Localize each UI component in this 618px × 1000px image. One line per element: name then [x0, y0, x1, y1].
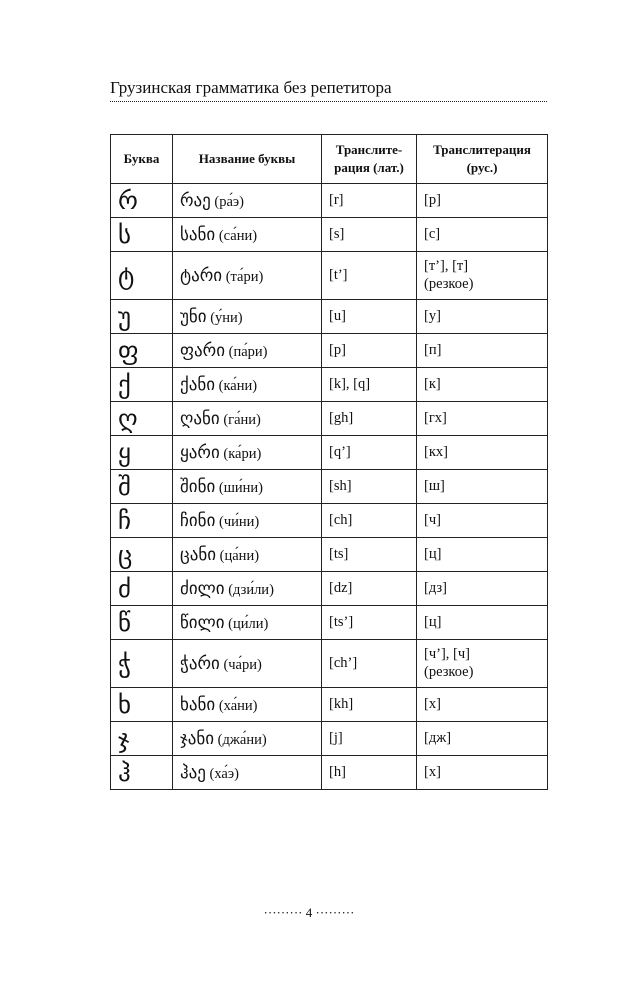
letter-name-georgian: ჭარი	[180, 653, 220, 674]
letter-name-russian: (ши́ни)	[218, 479, 264, 496]
lat-translit-cell: [gh]	[322, 402, 417, 436]
table-row	[111, 252, 548, 300]
letter-name-cell	[173, 368, 322, 402]
letter-name-georgian: ქანი	[180, 374, 216, 395]
lat-translit-cell: [sh]	[322, 470, 417, 504]
footer-dots-right: ·········	[315, 905, 355, 920]
rus-translit-cell	[417, 640, 548, 688]
letter-name-russian: (ка́ни)	[218, 377, 258, 394]
letter-name-georgian: ძილი	[180, 578, 225, 599]
lat-translit-cell: [kh]	[322, 688, 417, 722]
rus-translit-cell: [ч]	[417, 504, 548, 538]
table-row	[111, 722, 548, 756]
header-rus-line2: (рус.)	[466, 160, 498, 175]
header-rus-line1: Транслитерация	[433, 142, 531, 158]
letter-name-russian: (дзи́ли)	[228, 581, 274, 598]
table-row	[111, 756, 548, 790]
header-letter: Буква	[111, 135, 173, 184]
letter-name-russian: (ха́э)	[209, 765, 239, 782]
georgian-letter: ჩ	[111, 504, 173, 538]
letter-name-cell	[173, 402, 322, 436]
footer-dots-left: ·········	[263, 905, 303, 920]
lat-translit-cell: [ts]	[322, 538, 417, 572]
letter-name-georgian: წილი	[180, 612, 225, 633]
rus-translit-cell: [ц]	[417, 538, 548, 572]
georgian-letter: ფ	[111, 334, 173, 368]
letter-name-georgian: ჩინი	[180, 510, 216, 531]
lat-translit-cell: [r]	[322, 184, 417, 218]
running-title: Грузинская грамматика без репетитора	[110, 78, 392, 97]
rus-translit-cell: [гх]	[417, 402, 548, 436]
lat-translit-cell: [ch’]	[322, 640, 417, 688]
georgian-letter: ს	[111, 218, 173, 252]
georgian-letter: ქ	[111, 368, 173, 402]
letter-name-cell	[173, 218, 322, 252]
rus-translit-line1: [т’], [т]	[424, 258, 469, 275]
lat-translit-cell: [q’]	[322, 436, 417, 470]
georgian-letter: ხ	[111, 688, 173, 722]
lat-translit-cell: [p]	[322, 334, 417, 368]
letter-name-georgian: ყარი	[180, 442, 220, 463]
header-rus	[417, 135, 548, 184]
letter-name-cell	[173, 470, 322, 504]
letter-name-russian: (джа́ни)	[217, 731, 267, 748]
georgian-letter: წ	[111, 606, 173, 640]
letter-name-russian: (ци́ли)	[228, 615, 269, 632]
rus-translit-cell: [х]	[417, 756, 548, 790]
letter-name-russian: (ха́ни)	[218, 697, 258, 714]
running-head	[110, 78, 547, 102]
rus-translit-cell: [р]	[417, 184, 548, 218]
table-row	[111, 688, 548, 722]
table-row	[111, 436, 548, 470]
letter-name-cell	[173, 436, 322, 470]
letter-name-cell	[173, 184, 322, 218]
letter-name-georgian: ცანი	[180, 544, 217, 565]
lat-translit-cell: [dz]	[322, 572, 417, 606]
letter-name-cell	[173, 334, 322, 368]
letter-name-russian: (ца́ни)	[219, 547, 260, 564]
rus-translit-cell: [дж]	[417, 722, 548, 756]
letter-name-russian: (са́ни)	[218, 227, 258, 244]
rus-translit-line2: (резкое)	[424, 275, 474, 292]
letter-name-cell	[173, 504, 322, 538]
georgian-letter: შ	[111, 470, 173, 504]
table-row	[111, 334, 548, 368]
letter-name-georgian: ხანი	[180, 694, 216, 715]
letter-name-georgian: უნი	[180, 306, 207, 327]
georgian-letter: ჰ	[111, 756, 173, 790]
header-lat-line1: Транслите-	[335, 142, 403, 158]
lat-translit-cell: [ts’]	[322, 606, 417, 640]
georgian-letter: ც	[111, 538, 173, 572]
letter-name-russian: (ча́ри)	[223, 656, 262, 673]
rus-translit-cell: [х]	[417, 688, 548, 722]
page-footer	[0, 905, 618, 921]
table-row	[111, 572, 548, 606]
georgian-letter: რ	[111, 184, 173, 218]
alphabet-table	[110, 134, 548, 790]
letter-name-russian: (га́ни)	[223, 411, 261, 428]
letter-name-georgian: ფარი	[180, 340, 225, 361]
georgian-letter: ჯ	[111, 722, 173, 756]
table-row	[111, 402, 548, 436]
table-row	[111, 184, 548, 218]
letter-name-cell	[173, 756, 322, 790]
rus-translit-line1: [ч’], [ч]	[424, 646, 470, 663]
lat-translit-cell: [u]	[322, 300, 417, 334]
lat-translit-cell: [t’]	[322, 252, 417, 300]
lat-translit-cell: [s]	[322, 218, 417, 252]
georgian-letter: უ	[111, 300, 173, 334]
letter-name-georgian: ღანი	[180, 408, 220, 429]
letter-name-cell	[173, 606, 322, 640]
letter-name-cell	[173, 538, 322, 572]
rus-translit-line2: (резкое)	[424, 663, 474, 680]
georgian-letter: ჭ	[111, 640, 173, 688]
table-row	[111, 368, 548, 402]
header-lat-line2: рация (лат.)	[334, 160, 404, 175]
lat-translit-cell: [ch]	[322, 504, 417, 538]
letter-name-georgian: შინი	[180, 476, 216, 497]
rus-translit-cell: [у]	[417, 300, 548, 334]
rus-translit-cell: [дз]	[417, 572, 548, 606]
rus-translit-cell: [кх]	[417, 436, 548, 470]
rus-translit-cell: [к]	[417, 368, 548, 402]
letter-name-georgian: რაე	[180, 190, 211, 211]
lat-translit-cell: [k], [q]	[322, 368, 417, 402]
letter-name-cell	[173, 252, 322, 300]
letter-name-georgian: სანი	[180, 224, 216, 245]
letter-name-russian: (чи́ни)	[219, 513, 260, 530]
lat-translit-cell: [j]	[322, 722, 417, 756]
table-row	[111, 504, 548, 538]
letter-name-georgian: ჯანი	[180, 728, 215, 749]
letter-name-cell	[173, 722, 322, 756]
header-name: Название буквы	[173, 135, 322, 184]
letter-name-russian: (па́ри)	[228, 343, 268, 360]
table-row	[111, 640, 548, 688]
header-lat	[322, 135, 417, 184]
table-header-row	[111, 135, 548, 184]
page-number: 4	[305, 905, 313, 920]
letter-name-georgian: ტარი	[180, 265, 223, 286]
letter-name-cell	[173, 688, 322, 722]
table-body	[111, 184, 548, 790]
letter-name-cell	[173, 572, 322, 606]
table-row	[111, 300, 548, 334]
letter-name-russian: (ка́ри)	[223, 445, 262, 462]
letter-name-russian: (у́ни)	[210, 309, 243, 326]
table-row	[111, 470, 548, 504]
georgian-letter: ძ	[111, 572, 173, 606]
table-row	[111, 538, 548, 572]
rus-translit-cell: [с]	[417, 218, 548, 252]
table-row	[111, 218, 548, 252]
letter-name-georgian: ჰაე	[180, 762, 206, 783]
rus-translit-cell: [ш]	[417, 470, 548, 504]
georgian-letter: ტ	[111, 252, 173, 300]
letter-name-cell	[173, 640, 322, 688]
rus-translit-cell	[417, 252, 548, 300]
georgian-letter: ყ	[111, 436, 173, 470]
rus-translit-cell: [ц]	[417, 606, 548, 640]
georgian-letter: ღ	[111, 402, 173, 436]
lat-translit-cell: [h]	[322, 756, 417, 790]
rus-translit-cell: [п]	[417, 334, 548, 368]
letter-name-russian: (ра́э)	[214, 193, 244, 210]
letter-name-russian: (та́ри)	[225, 268, 264, 285]
letter-name-cell	[173, 300, 322, 334]
table-row	[111, 606, 548, 640]
